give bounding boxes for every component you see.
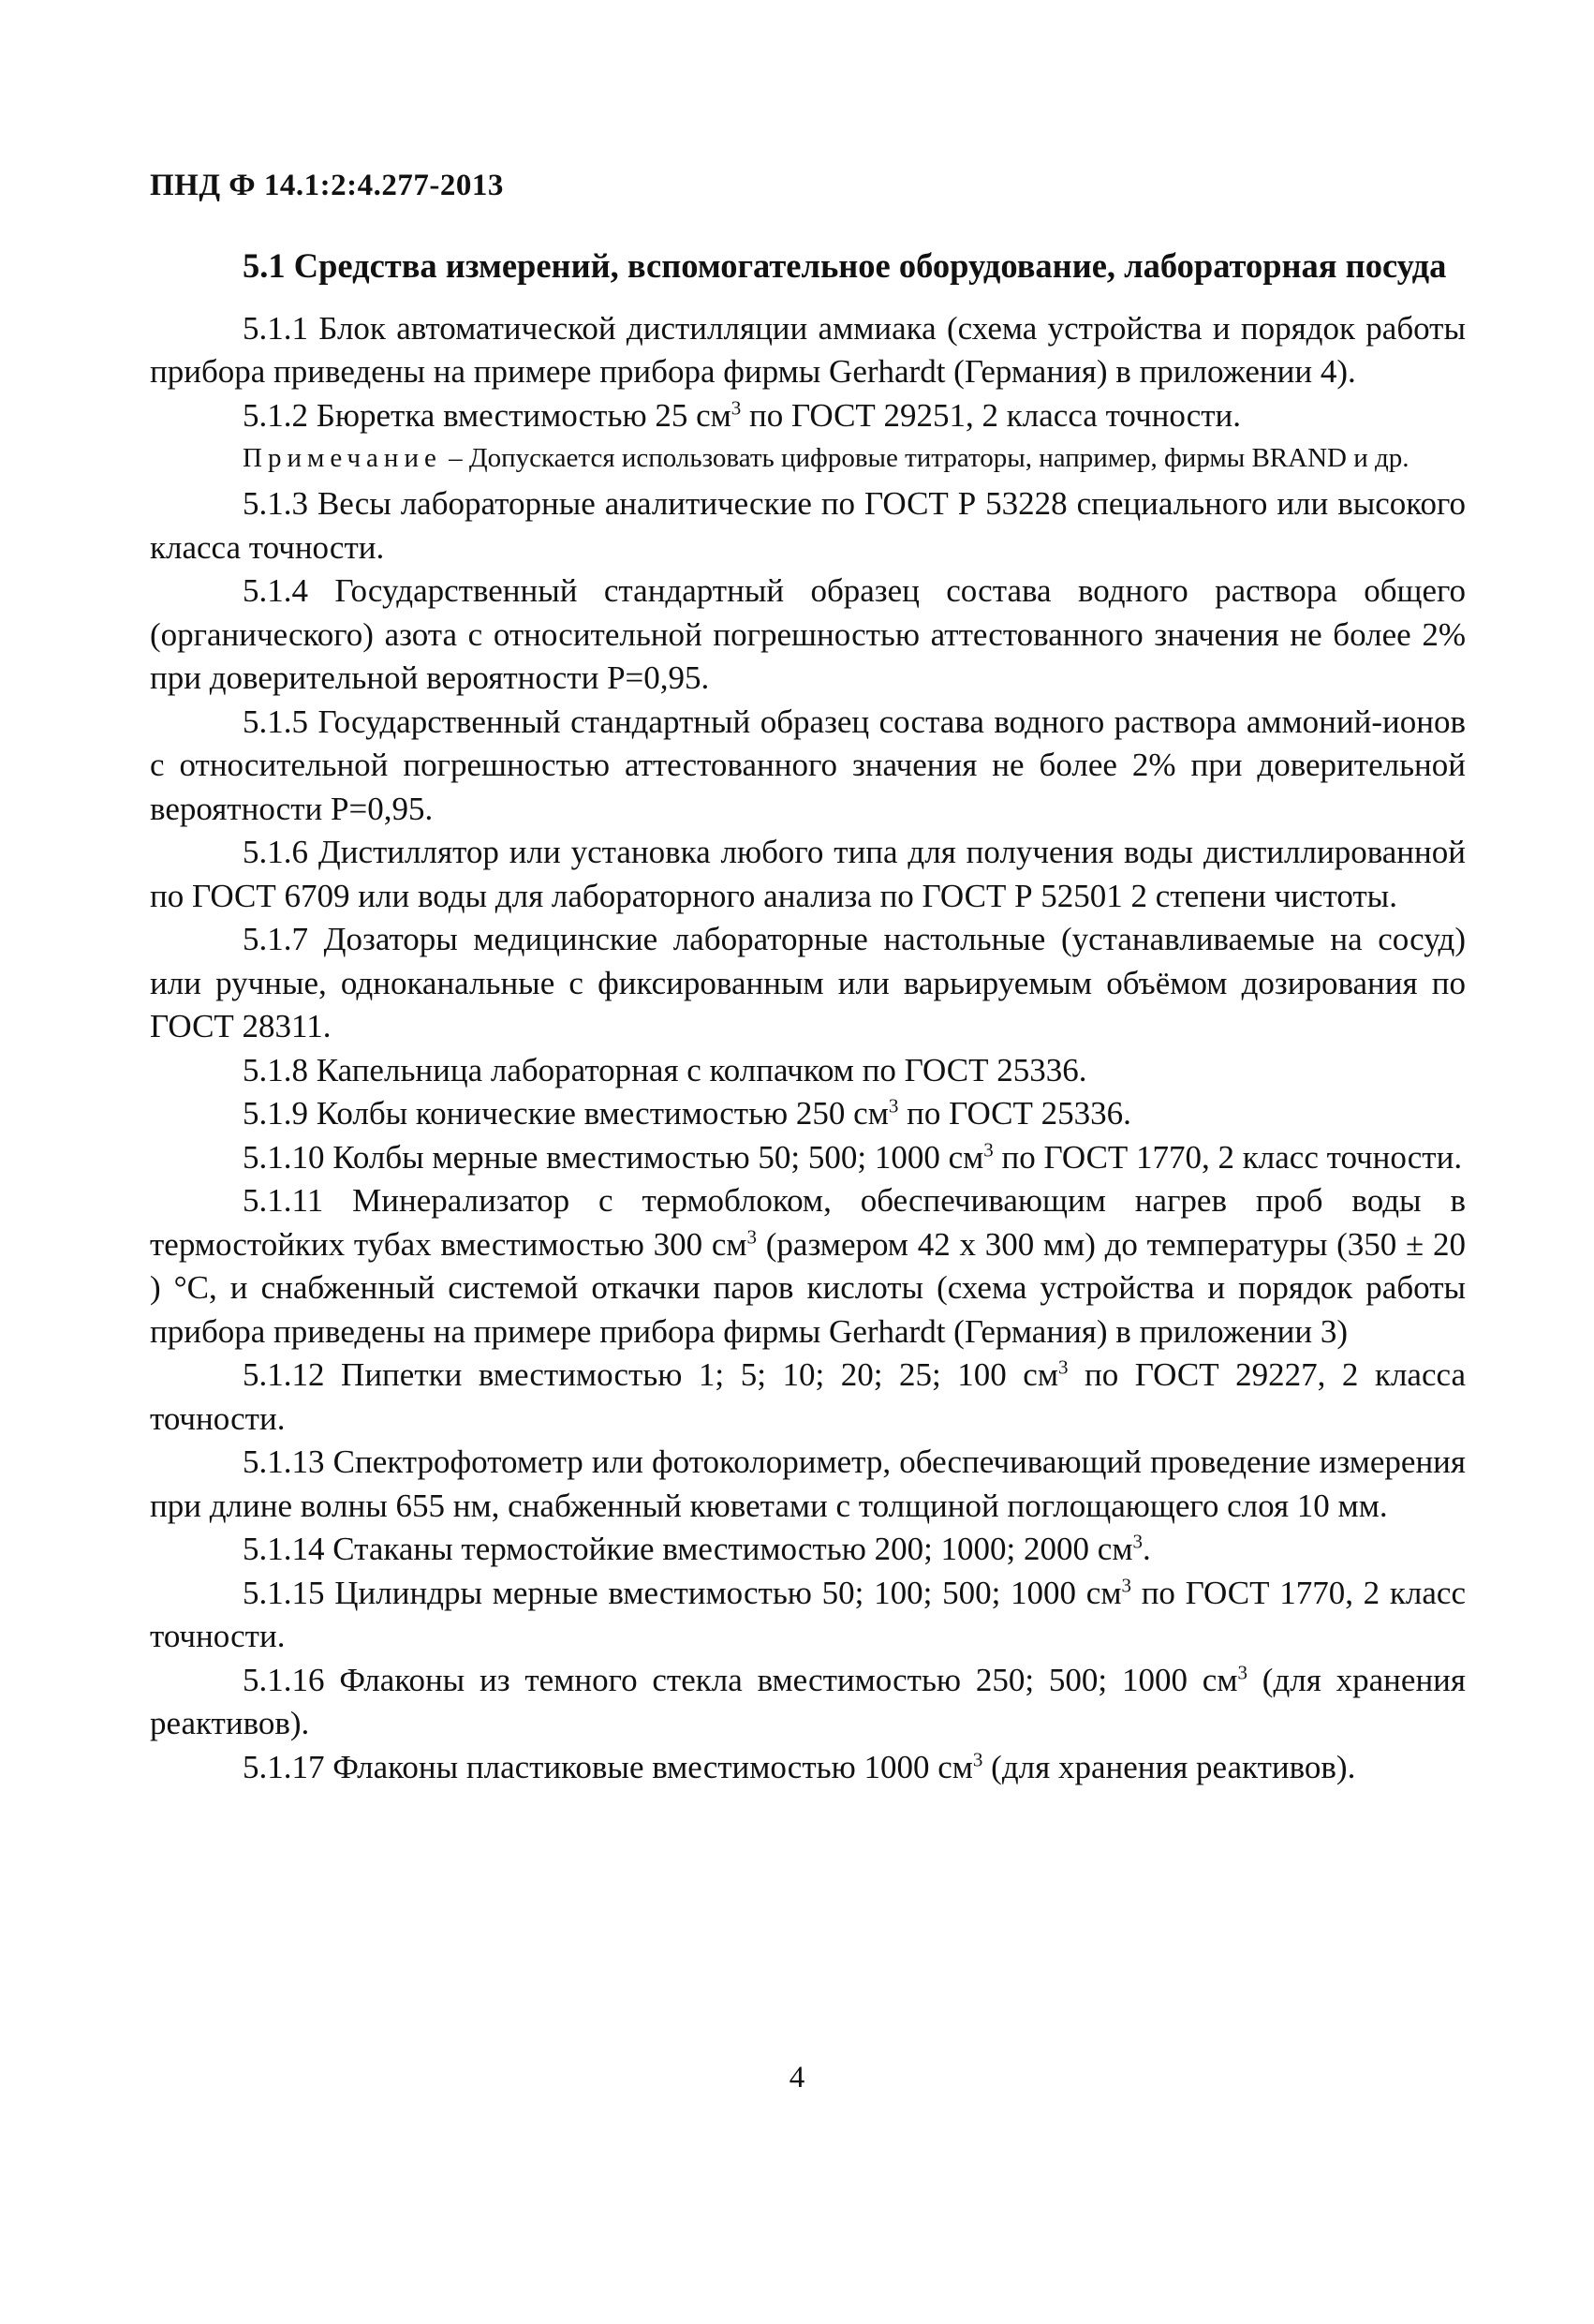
item-5-1-5: 5.1.5 Государственный стандартный образец состава водного раствора аммоний-ионов с относительной погрешностью аттестованного значения не более 2% при доверительной вероятности Р=0,95. (150, 703, 1466, 827)
superscript-cube: 3 (983, 1137, 994, 1161)
item-text: 5.1.2 Бюретка вместимостью 25 см (243, 396, 731, 434)
page-number: 4 (789, 2061, 805, 2095)
document-page (150, 141, 1466, 1789)
item-5-1-14 (150, 1528, 1466, 1572)
item-5-1-2 (150, 394, 1466, 438)
item-5-1-9 (150, 1092, 1466, 1136)
item-text: (для хранения реактивов). (982, 1748, 1356, 1785)
item-text: 5.1.10 Колбы мерные вместимостью 50; 500; 1000 см (243, 1138, 984, 1176)
item-5-1-12 (150, 1354, 1466, 1441)
note-text: Допускается использовать цифровые титраторы, например, фирмы BRAND и др. (468, 443, 1410, 473)
note-dash: – (441, 443, 469, 473)
item-text: 5.1.14 Стаканы термостойкие вместимостью 200; 1000; 2000 см (243, 1531, 1133, 1567)
superscript-cube: 3 (888, 1094, 899, 1118)
item-text: по ГОСТ 25336. (898, 1095, 1131, 1132)
document-code: ПНД Ф 14.1:2:4.277-2013 (150, 169, 504, 202)
item-5-1-16 (150, 1659, 1466, 1746)
item-5-1-11 (150, 1179, 1466, 1354)
item-text: 5.1.17 Флаконы пластиковые вместимостью 1000 см (243, 1748, 973, 1785)
item-text: по ГОСТ 29227, 2 класса точности. (150, 1356, 1466, 1437)
item-text: 5.1.11 Минерализатор с термоблоком, обеспечивающим нагрев проб воды в термостойких тубах вместимостью 300 см (150, 1182, 1466, 1263)
item-5-1-3: 5.1.3 Весы лабораторные аналитические по ГОСТ Р 53228 специального или высокого класса точности. (150, 485, 1466, 566)
item-5-1-8: 5.1.8 Капельница лабораторная с колпачком по ГОСТ 25336. (243, 1051, 1087, 1088)
item-5-1-10 (150, 1136, 1466, 1180)
item-text: по ГОСТ 29251, 2 класса точности. (741, 396, 1242, 434)
item-5-1-15 (150, 1572, 1466, 1659)
item-text: 5.1.12 Пипетки вместимостью 1; 5; 10; 20; 25; 100 см (243, 1356, 1058, 1393)
superscript-cube: 3 (1121, 1573, 1131, 1596)
item-text: по ГОСТ 1770, 2 класс точности. (993, 1138, 1463, 1176)
item-5-1-17 (150, 1746, 1466, 1790)
item-5-1-6: 5.1.6 Дистиллятор или установка любого типа для получения воды дистиллированной по ГОСТ 6709 или воды для лабораторного анализа по ГОСТ Р 52501 2 степени чистоты. (150, 834, 1466, 914)
superscript-cube: 3 (1237, 1660, 1247, 1683)
item-text: . (1142, 1531, 1151, 1567)
note-label: Примечание (243, 443, 442, 473)
item-5-1-7: 5.1.7 Дозаторы медицинские лабораторные настольные (устанавливаемые на сосуд) или ручные, одноканальные с фиксированным или варьируемым объёмом дозирования по ГОСТ 28311. (150, 921, 1466, 1044)
superscript-cube: 3 (746, 1224, 758, 1248)
superscript-cube: 3 (972, 1747, 983, 1770)
item-text: (для хранения реактивов). (150, 1661, 1467, 1741)
item-text: 5.1.15 Цилиндры мерные вместимостью 50; 100; 500; 1000 см (243, 1574, 1122, 1611)
item-text: 5.1.16 Флаконы из темного стекла вместимостью 250; 500; 1000 см (243, 1661, 1238, 1698)
section-title: 5.1 Средства измерений, вспомогательное оборудование, лабораторная посуда (243, 245, 1447, 285)
superscript-cube: 3 (1057, 1355, 1069, 1379)
item-5-1-1: 5.1.1 Блок автоматической дистилляции аммиака (схема устройства и порядок работы прибора приведены на примере прибора фирмы Gerhardt (Германия) в приложении 4). (150, 309, 1466, 390)
item-5-1-13: 5.1.13 Спектрофотометр или фотоколориметр, обеспечивающий проведение измерения при длине волны 655 нм, снабженный кюветами с толщиной поглощающего слоя 10 мм. (150, 1443, 1466, 1524)
item-5-1-4: 5.1.4 Государственный стандартный образец состава водного раствора общего (органического) азота с относительной погрешностью аттестованного значения не более 2% при доверительной вероятности Р=0,95. (150, 572, 1466, 696)
superscript-cube: 3 (731, 395, 742, 419)
item-text: (размером 42 х 300 мм) до температуры (350 ± 20 ) °С, и снабженный системой откачки паров кислоты (схема устройства и порядок работы прибора приведены на примере прибора фирмы Gerhardt (Германия) в приложении 3) (150, 1225, 1466, 1350)
item-text: по ГОСТ 1770, 2 класс точности. (150, 1574, 1466, 1654)
note (150, 439, 1466, 477)
superscript-cube: 3 (1132, 1530, 1143, 1553)
item-text: 5.1.9 Колбы конические вместимостью 250 см (243, 1095, 889, 1132)
